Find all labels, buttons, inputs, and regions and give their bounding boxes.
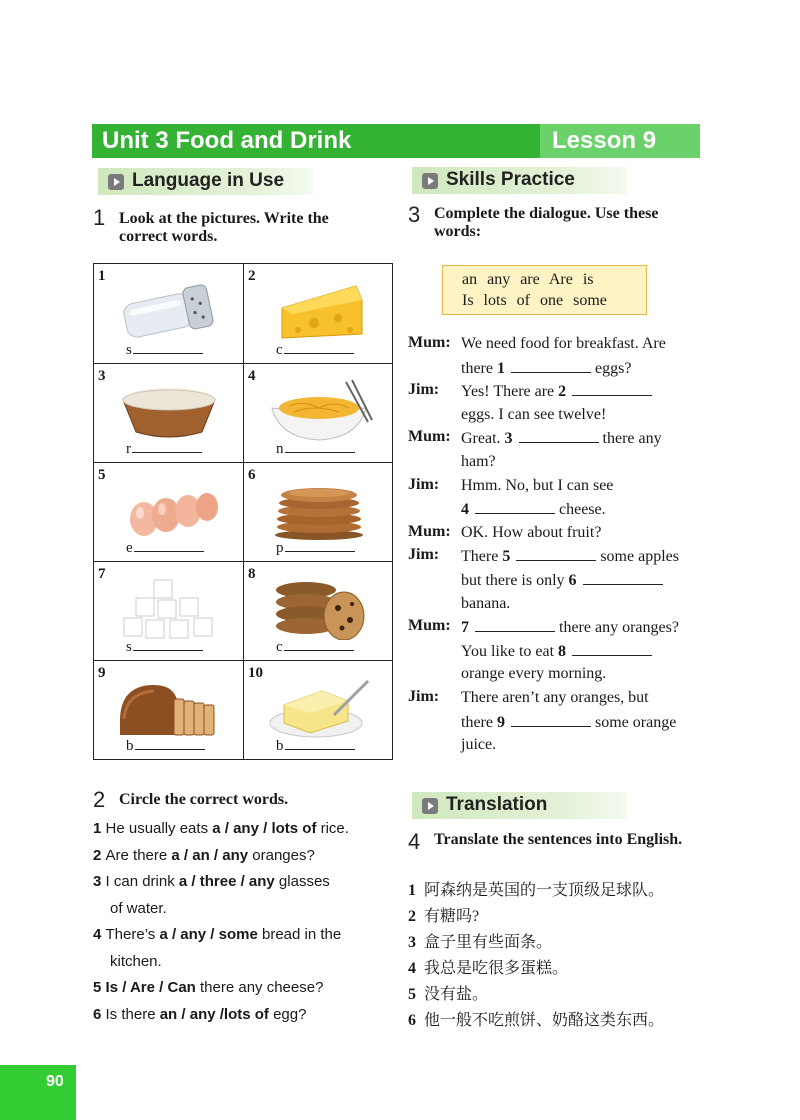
dialogue-line: You like to eat 8 bbox=[461, 641, 652, 662]
answer-blank[interactable] bbox=[511, 712, 591, 727]
exercise-3-number: 3 bbox=[408, 202, 421, 227]
answer-blank[interactable] bbox=[516, 546, 596, 561]
choice-options[interactable]: an / any /lots of bbox=[159, 1005, 269, 1023]
speaker-label: Mum: bbox=[408, 522, 451, 540]
translation-item: 6 他一般不吃煎饼、奶酪这类东西。 bbox=[408, 1012, 665, 1029]
dialogue-line: orange every morning. bbox=[461, 665, 607, 683]
dialogue-line: but there is only 6 bbox=[461, 570, 663, 591]
play-icon bbox=[422, 173, 438, 189]
choice-item: 6 Is there an / any /lots of egg? bbox=[93, 1005, 307, 1023]
exercise-2-instruction: Circle the correct words. bbox=[119, 791, 289, 808]
answer-blank[interactable] bbox=[572, 641, 652, 656]
translation-item: 1 阿森纳是英国的一支顶级足球队。 bbox=[408, 882, 665, 899]
picture-cell-number: 3 bbox=[98, 368, 106, 384]
page-number: 90 bbox=[46, 1073, 64, 1090]
dialogue-line: There 5 some apples bbox=[461, 548, 679, 566]
exercise-1-number: 1 bbox=[93, 205, 106, 230]
choice-options[interactable]: a / any / some bbox=[159, 926, 258, 943]
picture-cell-number: 5 bbox=[98, 467, 106, 483]
speaker-label: Mum: bbox=[408, 428, 451, 446]
picture-cell-number: 10 bbox=[248, 665, 263, 681]
answer-blank[interactable]: r bbox=[126, 441, 202, 458]
choice-item: 3 I can drink a / three / any glasses bbox=[93, 873, 330, 890]
section-skills-practice: Skills Practice bbox=[412, 167, 627, 194]
answer-blank[interactable] bbox=[511, 358, 591, 373]
choice-item: of water. bbox=[110, 899, 167, 917]
dialogue-line: banana. bbox=[461, 594, 511, 612]
dialogue-line: 7 there any oranges? bbox=[461, 619, 679, 637]
picture-cell-number: 6 bbox=[248, 467, 256, 483]
answer-blank[interactable] bbox=[475, 617, 555, 632]
exercise-4-number: 4 bbox=[408, 829, 421, 854]
unit-title: Unit 3 Food and Drink bbox=[102, 127, 352, 154]
answer-blank[interactable] bbox=[475, 499, 555, 514]
dialogue-line: Great. 3 there any bbox=[461, 430, 662, 448]
dialogue-line: Yes! There are 2 bbox=[461, 381, 652, 402]
picture-cell-number: 4 bbox=[248, 368, 256, 384]
page-number-box bbox=[0, 1065, 76, 1120]
speaker-label: Jim: bbox=[408, 688, 440, 705]
dialogue-line: Hmm. No, but I can see bbox=[461, 476, 614, 494]
speaker-label: Mum: bbox=[408, 334, 451, 351]
picture-cell-9 bbox=[94, 660, 244, 759]
dialogue-line: eggs. I can see twelve! bbox=[461, 405, 607, 423]
word-box bbox=[442, 265, 647, 315]
dialogue-line: there 1 eggs? bbox=[461, 359, 632, 377]
picture-cell-4 bbox=[243, 363, 393, 462]
answer-blank[interactable]: p bbox=[276, 540, 355, 557]
translation-item: 2 有糖吗? bbox=[408, 908, 480, 925]
speaker-label: Mum: bbox=[408, 617, 451, 635]
picture-grid bbox=[93, 263, 393, 760]
choice-item: kitchen. bbox=[110, 952, 162, 970]
speaker-label: Jim: bbox=[408, 475, 440, 493]
choice-options[interactable]: a / any / lots of bbox=[212, 820, 317, 837]
lesson-title: Lesson 9 bbox=[552, 127, 657, 154]
translation-item: 3 盒子里有些面条。 bbox=[408, 934, 553, 951]
exercise-2-number: 2 bbox=[93, 787, 106, 812]
choice-item: 5 Is / Are / Can there any cheese? bbox=[93, 979, 324, 996]
answer-blank[interactable]: c bbox=[276, 639, 354, 656]
speaker-label: Jim: bbox=[408, 546, 440, 564]
exercise-4-instruction: Translate the sentences into English. bbox=[434, 831, 683, 848]
picture-cell-10 bbox=[243, 660, 393, 759]
translation-item: 4 我总是吃很多蛋糕。 bbox=[408, 960, 569, 977]
picture-cell-number: 9 bbox=[98, 665, 106, 681]
picture-cell-number: 8 bbox=[248, 566, 256, 582]
answer-blank[interactable]: s bbox=[126, 639, 203, 656]
unit-banner bbox=[92, 124, 700, 158]
picture-cell-2 bbox=[243, 264, 393, 363]
picture-cell-number: 7 bbox=[98, 566, 106, 582]
picture-cell-1 bbox=[94, 264, 244, 363]
answer-blank[interactable] bbox=[519, 428, 599, 443]
section-translation: Translation bbox=[412, 792, 627, 819]
word-box-row-2: Is lots of one some bbox=[462, 292, 607, 309]
answer-blank[interactable]: n bbox=[276, 441, 355, 458]
picture-cell-8 bbox=[243, 561, 393, 660]
answer-blank[interactable] bbox=[583, 570, 663, 585]
dialogue-line: There aren’t any oranges, but bbox=[461, 689, 649, 706]
answer-blank[interactable] bbox=[572, 381, 652, 396]
dialogue-line: OK. How about fruit? bbox=[461, 523, 602, 541]
picture-cell-5 bbox=[94, 462, 244, 561]
unit-title-bar bbox=[92, 124, 540, 158]
dialogue-line: 4 cheese. bbox=[461, 501, 606, 519]
choice-options[interactable]: Is / Are / Can bbox=[105, 979, 196, 996]
answer-blank[interactable]: b bbox=[126, 738, 205, 755]
choice-item: 2 Are there a / an / any oranges? bbox=[93, 846, 315, 864]
translation-item: 5 没有盐。 bbox=[408, 986, 489, 1003]
lesson-title-bar bbox=[540, 124, 700, 158]
play-icon bbox=[108, 174, 124, 190]
answer-blank[interactable]: e bbox=[126, 540, 204, 557]
choice-item: 4 There’s a / any / some bread in the bbox=[93, 926, 342, 943]
picture-cell-6 bbox=[243, 462, 393, 561]
section-language-in-use: Language in Use bbox=[98, 168, 313, 195]
dialogue-line: We need food for breakfast. Are bbox=[461, 335, 666, 352]
choice-item: 1 He usually eats a / any / lots of rice. bbox=[93, 820, 349, 837]
play-icon bbox=[422, 798, 438, 814]
answer-blank[interactable]: b bbox=[276, 738, 355, 755]
picture-cell-3 bbox=[94, 363, 244, 462]
picture-cell-number: 1 bbox=[98, 268, 106, 284]
choice-options[interactable]: a / an / any bbox=[171, 846, 249, 864]
dialogue-line: ham? bbox=[461, 453, 496, 470]
word-box-row-1: an any are Are is bbox=[462, 271, 594, 288]
answer-blank[interactable]: s bbox=[126, 342, 203, 359]
dialogue-line: juice. bbox=[461, 736, 497, 754]
picture-cell-number: 2 bbox=[248, 268, 256, 284]
dialogue-line: there 9 some orange bbox=[461, 713, 677, 731]
speaker-label: Jim: bbox=[408, 381, 440, 399]
picture-cell-7 bbox=[94, 561, 244, 660]
exercise-1-instruction: Look at the pictures. Write the correct words. bbox=[119, 210, 329, 245]
answer-blank[interactable]: c bbox=[276, 342, 354, 359]
exercise-3-instruction: Complete the dialogue. Use these words: bbox=[434, 205, 659, 240]
choice-options[interactable]: a / three / any bbox=[178, 873, 275, 890]
